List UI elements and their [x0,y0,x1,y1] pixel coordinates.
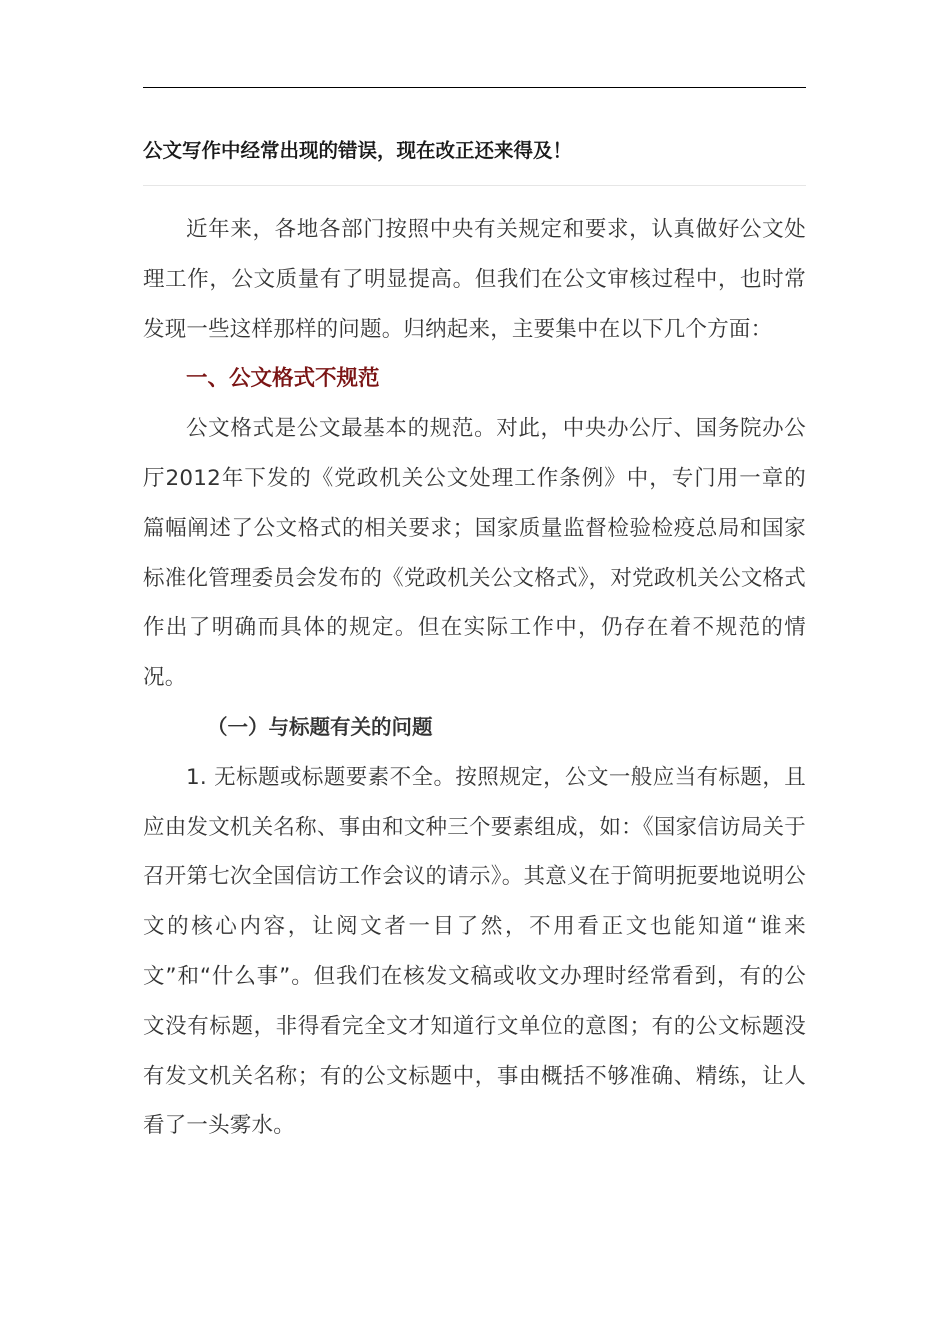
subsection-heading: （一）与标题有关的问题 [207,714,433,739]
intro-paragraph: 近年来，各地各部门按照中央有关规定和要求，认真做好公文处理工作，公文质量有了明显提高。但我们在公文审核过程中，也时常发现一些这样那样的问题。归纳起来，主要集中在以下几个方面： [143,217,806,342]
title-divider [143,185,806,186]
item-paragraph: 1. 无标题或标题要素不全。按照规定，公文一般应当有标题，且应由发文机关名称、事由和文种三个要素组成，如：《国家信访局关于召开第七次全国信访工作会议的请示》。其意义在于简明扼要地说明公文的核心内容，让阅文者一目了然，不用看正文也能知道“谁来文”和“什么事”。但我们在核发文稿或收文办理时经常看到，有的公文没有标题，非得看完全文才知道行文单位的意图；有的公文标题没有发文机关名称；有的公文标题中，事由概括不够准确、精练，让人看了一头雾水。 [143,764,806,1139]
article-title: 公文写作中经常出现的错误，现在改正还来得及！ [143,139,573,162]
article-body [143,205,806,1151]
top-divider [143,87,806,88]
section-paragraph: 公文格式是公文最基本的规范。对此，中央办公厅、国务院办公厅2012年下发的《党政机关公文处理工作条例》中，专门用一章的篇幅阐述了公文格式的相关要求；国家质量监督检验检疫总局和国家标准化管理委员会发布的《党政机关公文格式》，对党政机关公文格式作出了明确而具体的规定。但在实际工作中，仍存在着不规范的情况。 [143,416,806,691]
section-heading: 一、公文格式不规范 [186,366,380,392]
